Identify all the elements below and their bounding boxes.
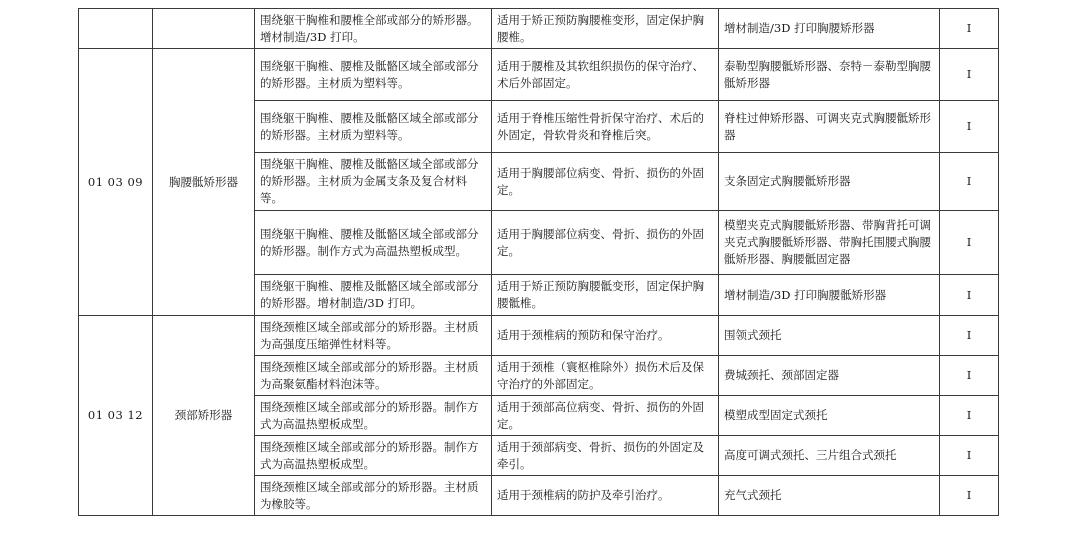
- intended-use-cell: 适用于矫正预防胸腰椎变形，固定保护胸腰椎。: [492, 9, 719, 49]
- description-cell: 围绕颈椎区域全部或部分的矫形器。制作方式为高温热塑板成型。: [255, 396, 492, 436]
- description-cell: 围绕颈椎区域全部或部分的矫形器。主材质为高聚氨酯材料泡沫等。: [255, 356, 492, 396]
- class-cell: I: [940, 9, 999, 49]
- intended-use-cell: 适用于颈部高位病变、骨折、损伤的外固定。: [492, 396, 719, 436]
- class-cell: I: [940, 49, 999, 101]
- class-cell: I: [940, 436, 999, 476]
- intended-use-cell: 适用于颈部病变、骨折、损伤的外固定及牵引。: [492, 436, 719, 476]
- category-code-cell: 01 03 09: [79, 49, 153, 316]
- product-names-cell: 支条固定式胸腰骶矫形器: [719, 153, 940, 211]
- intended-use-cell: 适用于脊椎压缩性骨折保守治疗、术后的外固定，骨软骨炎和脊椎后突。: [492, 101, 719, 153]
- class-cell: I: [940, 316, 999, 356]
- description-cell: 围绕颈椎区域全部或部分的矫形器。主材质为高强度压缩弹性材料等。: [255, 316, 492, 356]
- description-cell: 围绕躯干胸椎和腰椎全部或部分的矫形器。增材制造/3D 打印。: [255, 9, 492, 49]
- category-name-cell: 颈部矫形器: [153, 316, 255, 516]
- class-cell: I: [940, 211, 999, 275]
- table-row: [79, 316, 999, 356]
- intended-use-cell: 适用于颈椎病的预防和保守治疗。: [492, 316, 719, 356]
- product-names-cell: 泰勒型胸腰骶矫形器、奈特－泰勒型胸腰骶矫形器: [719, 49, 940, 101]
- description-cell: 围绕颈椎区域全部或部分的矫形器。制作方式为高温热塑板成型。: [255, 436, 492, 476]
- table-row: [79, 9, 999, 49]
- description-cell: 围绕躯干胸椎、腰椎及骶骼区域全部或部分的矫形器。制作方式为高温热塑板成型。: [255, 211, 492, 275]
- category-code-cell: [79, 9, 153, 49]
- product-names-cell: 费城颈托、颈部固定器: [719, 356, 940, 396]
- class-cell: I: [940, 476, 999, 516]
- class-cell: I: [940, 396, 999, 436]
- product-names-cell: 脊柱过伸矫形器、可调夹克式胸腰骶矫形器: [719, 101, 940, 153]
- product-names-cell: 模塑夹克式胸腰骶矫形器、带胸背托可调夹克式胸腰骶矫形器、带胸托围腰式胸腰骶矫形器、胸腰骶固定器: [719, 211, 940, 275]
- intended-use-cell: 适用于矫正预防胸腰骶变形，固定保护胸腰骶椎。: [492, 275, 719, 316]
- product-names-cell: 充气式颈托: [719, 476, 940, 516]
- class-cell: I: [940, 101, 999, 153]
- category-name-cell: [153, 9, 255, 49]
- product-names-cell: 模塑成型固定式颈托: [719, 396, 940, 436]
- category-code-cell: 01 03 12: [79, 316, 153, 516]
- product-names-cell: 围领式颈托: [719, 316, 940, 356]
- catalog-body: [79, 9, 999, 516]
- table-row: [79, 49, 999, 101]
- description-cell: 围绕躯干胸椎、腰椎及骶骼区域全部或部分的矫形器。主材质为金属支条及复合材料等。: [255, 153, 492, 211]
- device-catalog-table: [78, 8, 999, 516]
- intended-use-cell: 适用于胸腰部位病变、骨折、损伤的外固定。: [492, 153, 719, 211]
- description-cell: 围绕躯干胸椎、腰椎及骶骼区域全部或部分的矫形器。增材制造/3D 打印。: [255, 275, 492, 316]
- class-cell: I: [940, 275, 999, 316]
- description-cell: 围绕颈椎区域全部或部分的矫形器。主材质为橡胶等。: [255, 476, 492, 516]
- class-cell: I: [940, 356, 999, 396]
- product-names-cell: 高度可调式颈托、三片组合式颈托: [719, 436, 940, 476]
- class-cell: I: [940, 153, 999, 211]
- description-cell: 围绕躯干胸椎、腰椎及骶骼区域全部或部分的矫形器。主材质为塑料等。: [255, 101, 492, 153]
- intended-use-cell: 适用于颈椎病的防护及牵引治疗。: [492, 476, 719, 516]
- product-names-cell: 增材制造/3D 打印胸腰矫形器: [719, 9, 940, 49]
- intended-use-cell: 适用于胸腰部位病变、骨折、损伤的外固定。: [492, 211, 719, 275]
- product-names-cell: 增材制造/3D 打印胸腰骶矫形器: [719, 275, 940, 316]
- description-cell: 围绕躯干胸椎、腰椎及骶骼区域全部或部分的矫形器。主材质为塑料等。: [255, 49, 492, 101]
- intended-use-cell: 适用于颈椎（寰枢椎除外）损伤术后及保守治疗的外部固定。: [492, 356, 719, 396]
- category-name-cell: 胸腰骶矫形器: [153, 49, 255, 316]
- intended-use-cell: 适用于腰椎及其软组织损伤的保守治疗、术后外部固定。: [492, 49, 719, 101]
